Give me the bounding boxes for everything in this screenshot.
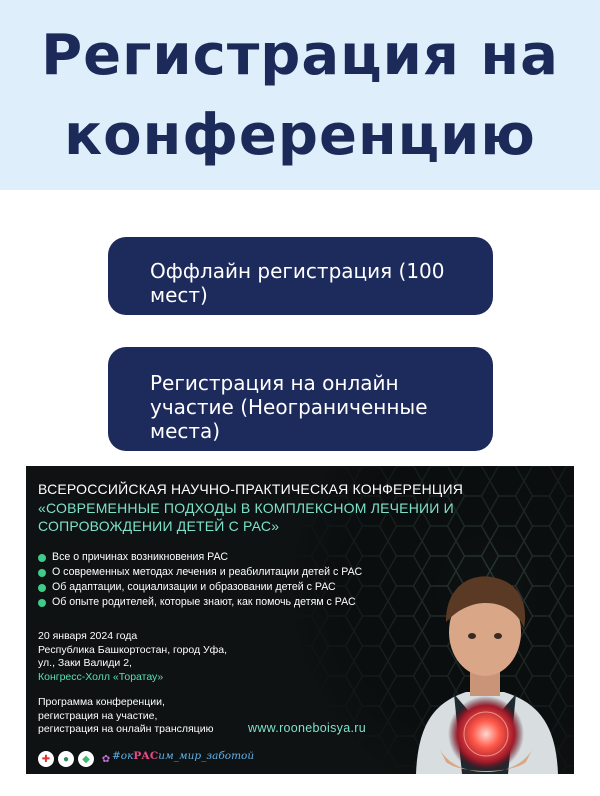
partner-logos	[38, 750, 114, 768]
program-line1: Программа конференции,	[38, 696, 165, 708]
conference-banner	[26, 466, 574, 774]
topic-list	[38, 550, 468, 610]
medical-emblem-logo-icon: ●	[58, 751, 74, 767]
event-date: 20 января 2024 года	[38, 630, 138, 642]
event-venue: Конгресс-Холл «Торатау»	[38, 670, 164, 683]
hashtag-rac: РАС	[133, 750, 159, 762]
hashtag-prefix: #ок	[112, 750, 134, 762]
offline-registration-button[interactable]	[108, 237, 493, 315]
page-title: Регистрация на конференцию	[41, 23, 559, 168]
program-line3: регистрация на онлайн трансляцию	[38, 723, 214, 735]
offline-registration-label: Оффлайн регистрация (100 мест)	[150, 259, 445, 307]
green-emblem-logo-icon: ◆	[78, 751, 94, 767]
website-link[interactable]: www.rooneboisya.ru	[248, 721, 366, 735]
hero-section	[0, 0, 600, 190]
event-address-line1: Республика Башкортостан, город Уфа,	[38, 643, 228, 656]
list-item: Об адаптации, социализации и образовании детей с РАС	[38, 580, 468, 595]
banner-subheading: «СОВРЕМЕННЫЕ ПОДХОДЫ В КОМПЛЕКСНОМ ЛЕЧЕНИИ И СОПРОВОЖДЕНИИ ДЕТЕЙ С РАС»	[38, 500, 454, 534]
banner-heading: ВСЕРОССИЙСКАЯ НАУЧНО-ПРАКТИЧЕСКАЯ КОНФЕРЕНЦИЯ	[38, 481, 464, 497]
online-registration-button[interactable]	[108, 347, 493, 451]
flower-logo-icon: ✿	[101, 753, 111, 765]
campaign-hashtag	[112, 750, 254, 762]
list-item: Об опыте родителей, которые знают, как помочь детям с РАС	[38, 595, 468, 610]
program-line2: регистрация на участие,	[38, 709, 158, 722]
event-details	[38, 630, 298, 684]
list-item: Все о причинах возникновения РАС	[38, 550, 468, 565]
event-address-line2: ул., Заки Валиди 2,	[38, 657, 132, 669]
hashtag-suffix: им_мир_заботой	[158, 750, 255, 762]
online-registration-label: Регистрация на онлайн участие (Неограниченные места)	[150, 371, 428, 443]
red-cross-logo-icon: ✚	[38, 751, 54, 767]
list-item: О современных методах лечения и реабилитации детей с РАС	[38, 565, 468, 580]
